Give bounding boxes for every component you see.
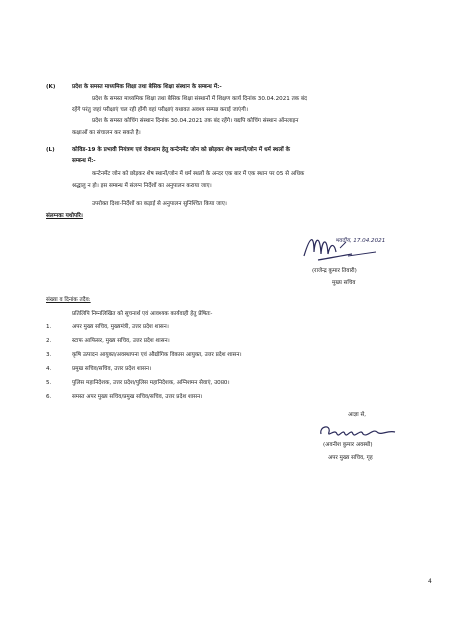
distribution-item-text: पुलिस महानिदेशक, उत्तर प्रदेश/पुलिस महानिदेशक, अग्निशमन सेवाएं, उ0प्र0।: [72, 380, 230, 386]
section-k-para2-line2: कक्षाओं का संचालन कर सकते है।: [72, 130, 141, 136]
distribution-item-text: प्रमुख सचिव/सचिव, उत्तर प्रदेश शासन।: [72, 366, 152, 372]
signature-1-designation: मुख्य सचिव: [332, 280, 356, 286]
signature-2-name: (अवनीश कुमार अवस्थी): [323, 442, 373, 448]
distribution-item-number: 2.: [46, 338, 52, 344]
distribution-intro: प्रतिलिपि निम्नलिखित को सूचनार्थ एवं आवश्यक कार्यवाही हेतु प्रेषितः-: [72, 311, 213, 317]
section-k-heading: प्रदेश के समस्त माध्यमिक शिक्षा तथा बेसिक शिक्षा संस्थान के सम्बन्ध में:-: [72, 84, 222, 90]
section-k-para1-line1: प्रदेश के समस्त माध्यमिक शिक्षा तथा बेसिक शिक्षा संस्थानों में शिक्षण कार्य दिनांक 30.04.2021 तक बंद: [92, 96, 308, 102]
signature-1-graphic: [300, 230, 380, 266]
distribution-item-number: 3.: [46, 352, 52, 358]
distribution-item-number: 1.: [46, 324, 52, 330]
distribution-item-number: 5.: [46, 380, 52, 386]
section-k-para2-line1: प्रदेश के समस्त कोचिंग संस्थान दिनांक 30.04.2021 तक बंद रहेंगे। यद्यपि कोचिंग संस्थान ऑनलाइन: [92, 118, 299, 124]
signature-1-name: (राजेन्द्र कुमार तिवारी): [312, 268, 357, 274]
distribution-item-text: स्टाफ आफिसर, मुख्य सचिव, उत्तर प्रदेश शासन।: [72, 338, 170, 344]
closing-instruction: उपरोक्त दिशा-निर्देशों का कड़ाई से अनुपालन सुनिश्चित किया जाए।: [92, 201, 227, 207]
section-l-para-line1: कन्टेनमेंट जोन को छोड़कर शेष स्थानों/जोन में धर्म स्थलों के अन्दर एक बार में एक स्थान पर 05 से अधिक: [92, 171, 305, 177]
section-l-para-line2: श्रद्धालु न हो। इस सम्बन्ध में संलग्न निर्देशों का अनुपालन कराया जाए।: [72, 183, 212, 189]
section-l-heading-line2: सम्बन्ध में:-: [72, 158, 96, 164]
distribution-item-text: अपर मुख्य सचिव, मुख्यमंत्री, उत्तर प्रदेश शासन।: [72, 324, 169, 330]
distribution-heading: संख्या व दिनांक तदैव:: [46, 297, 91, 303]
distribution-item-number: 6.: [46, 394, 52, 400]
signature-2-designation: अपर मुख्य सचिव, गृह: [328, 455, 373, 461]
signature-2-graphic: [315, 420, 405, 444]
section-k-marker: (K): [46, 84, 56, 90]
page-number: 4: [428, 578, 432, 585]
distribution-item-text: कृषि उत्पादन आयुक्त/अवस्थापना एवं औद्योगिक विकास आयुक्त, उत्तर प्रदेश शासन।: [72, 352, 242, 358]
section-l-marker: (L): [46, 147, 55, 153]
distribution-item-text: समस्त अपर मुख्य सचिव/प्रमुख सचिव/सचिव, उत्तर प्रदेश शासन।: [72, 394, 203, 400]
signature-1-handwritten-date: भवदीय, 17.04.2021: [335, 238, 386, 244]
section-l-heading-line1: कोविड-19 के प्रभावी नियंत्रण एवं रोकथाम हेतु कन्टेनमेंट जोन को छोड़कर शेष स्थानों/जोन में धर्म स्थलों के: [72, 147, 290, 153]
distribution-item-number: 4.: [46, 366, 52, 372]
enclosure-note: संलग्नकः यथोपरि।: [46, 213, 83, 219]
section-k-para1-line2: रहेंगे परंतु जहां परीक्षाएं चल रही होंगी वहां परीक्षाएं यथावत अवश्य सम्पन्न कराई जाएंगी।: [72, 107, 248, 113]
order-label: आज्ञा से,: [348, 412, 367, 418]
